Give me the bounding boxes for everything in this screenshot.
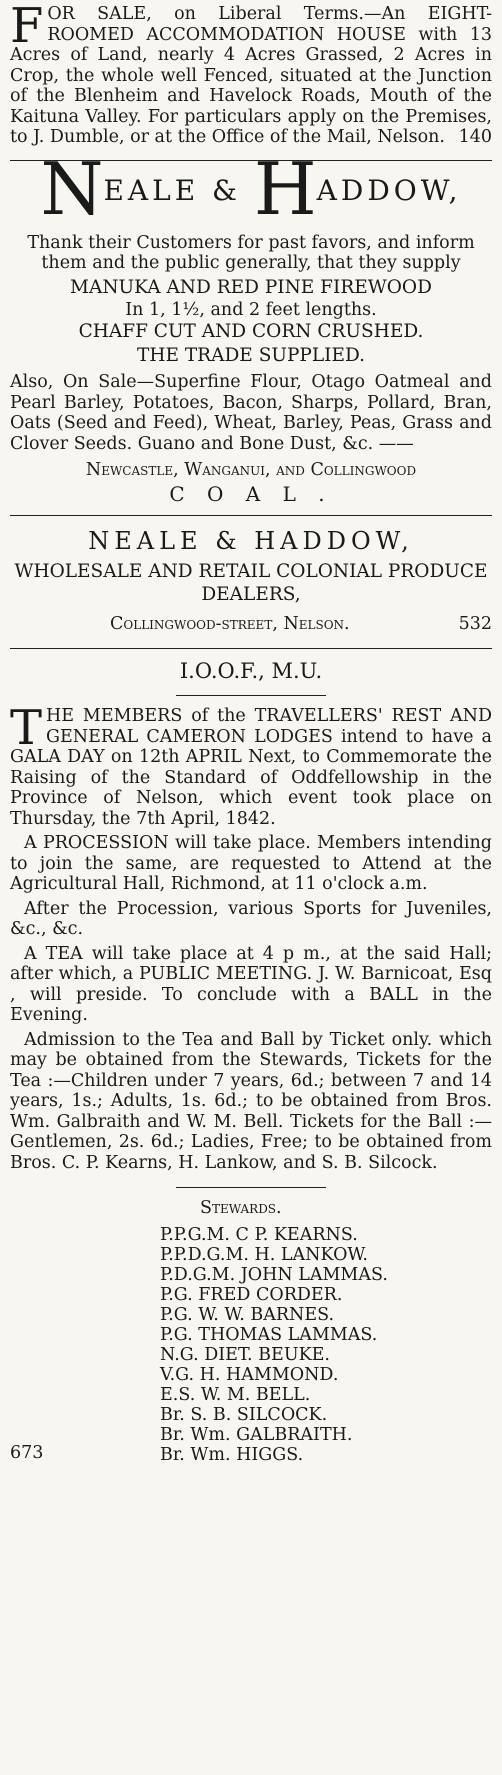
ad-for-sale [10,0,492,148]
stewards-list [10,1225,492,1465]
firm-desc: WHOLESALE AND RETAIL COLONIAL PRODUCE DEALERS, [14,560,488,605]
steward-entry: P.P.G.M. C P. KEARNS. [160,1224,358,1245]
ad-for-sale-text: OR SALE, on Liberal Terms.—An EIGHT-ROOMED ACCOMMODATION HOUSE with 13 Acres of Land, nearly 4 Acres Grassed, 2 Acres in Crop, the whole well Fenced, situated at the Junction of the Blenheim and Havelock Roads, Mouth of the Kaituna Valley. For particulars apply on the Premises, to J. Dumble, or at the Office of the Mail, Nelson. [10,4,492,147]
ad-number: 532 [458,613,492,634]
steward-entry: Br. Wm. HIGGS. [160,1444,304,1465]
firewood-line: MANUKA AND RED PINE FIREWOOD [70,276,432,298]
firm-name: NEALE & HADDOW, [88,526,414,555]
also-text: Also, On Sale—Superfine Flour, Otago Oatmeal and Pearl Barley, Potatoes, Bacon, Sharps, Pollard, Bran, Oats (Seed and Feed), Wheat, Barley, Peas, Grass and Clover Seeds. Guano and Bone Dust, &c. —— [10,372,492,454]
ad-ioof [10,649,492,1463]
paragraph-3: After the Procession, various Sports for Juveniles, &c., &c. [10,898,492,939]
steward-entry: Br. S. B. SILCOCK. [160,1404,328,1425]
lengths-line: In 1, 1½, and 2 feet lengths. [125,299,377,320]
intro-text: Thank their Customers for past favors, and inform them and the public generally, that they supply [27,232,475,273]
steward-entry: N.G. DIET. BEUKE. [160,1344,330,1365]
ad-number: 140 [458,127,492,147]
steward-entry: V.G. H. HAMMOND. [160,1364,339,1385]
divider [176,695,326,696]
chaff-line: CHAFF CUT AND CORN CRUSHED. [78,321,424,342]
divider [10,515,492,516]
paragraph-2: A PROCESSION will take place. Members intending to join the same, are requested to Attend at the Agricultural Hall, Richmond, at 11 o'clock a.m. [10,833,492,894]
steward-entry: Br. Wm. GALBRAITH. [160,1424,353,1445]
paragraph-4: A TEA will take place at 4 p m., at the said Hall; after which, a PUBLIC MEETING. J. W. Barnicoat, Esq , will preside. To conclude with a BALL in the Evening. [10,943,492,1025]
steward-entry: P.G. W. W. BARNES. [160,1304,335,1325]
coal-line: C O A L . [169,481,333,506]
ad-heading: NEALE & HADDOW, [40,146,462,231]
ad-neale-haddow [10,146,492,635]
drop-cap: F [10,0,44,54]
address: Collingwood-street, Nelson. [110,613,350,634]
ad-number: 673 [10,1442,44,1463]
paragraph-5: Admission to the Tea and Ball by Ticket only. which may be obtained from the Stewards, Tickets for the Tea :—Children under 7 years, 6d.; between 7 and 14 years, 1s.; Adults, 1s. 6d.; to be obtained from Bros. Wm. Galbraith and W. M. Bell. Tickets for the Ball :—Gentlemen, 2s. 6d.; Ladies, Free; to be obtained from Bros. C. P. Kearns, H. Lankow, and S. B. Silcock. [10,1029,492,1173]
stewards-title: Stewards. [200,1198,282,1218]
steward-entry: E.S. W. M. BELL. [160,1384,311,1405]
address-line [10,614,492,635]
steward-entry: P.D.G.M. JOHN LAMMAS. [160,1264,388,1285]
steward-entry: P.G. FRED CORDER. [160,1284,343,1305]
drop-cap: T [10,700,43,756]
steward-entry: P.G. THOMAS LAMMAS. [160,1324,378,1345]
steward-entry: P.P.D.G.M. H. LANKOW. [160,1244,368,1265]
ad-title: I.O.O.F., M.U. [179,659,323,683]
coal-sources: Newcastle, Wanganui, and Collingwood [85,460,417,480]
paragraph-1: THE MEMBERS of the TRAVELLERS' REST AND GENERAL CAMERON LODGES intend to have a GALA DAY on 12th APRIL Next, to Commemorate the Raising of the Standard of Oddfellowship in the Province of Nelson, which event took place on Thursday, the 7th April, 1842. [10,700,492,829]
trade-line: THE TRADE SUPPLIED. [136,345,366,366]
divider [176,1187,326,1188]
